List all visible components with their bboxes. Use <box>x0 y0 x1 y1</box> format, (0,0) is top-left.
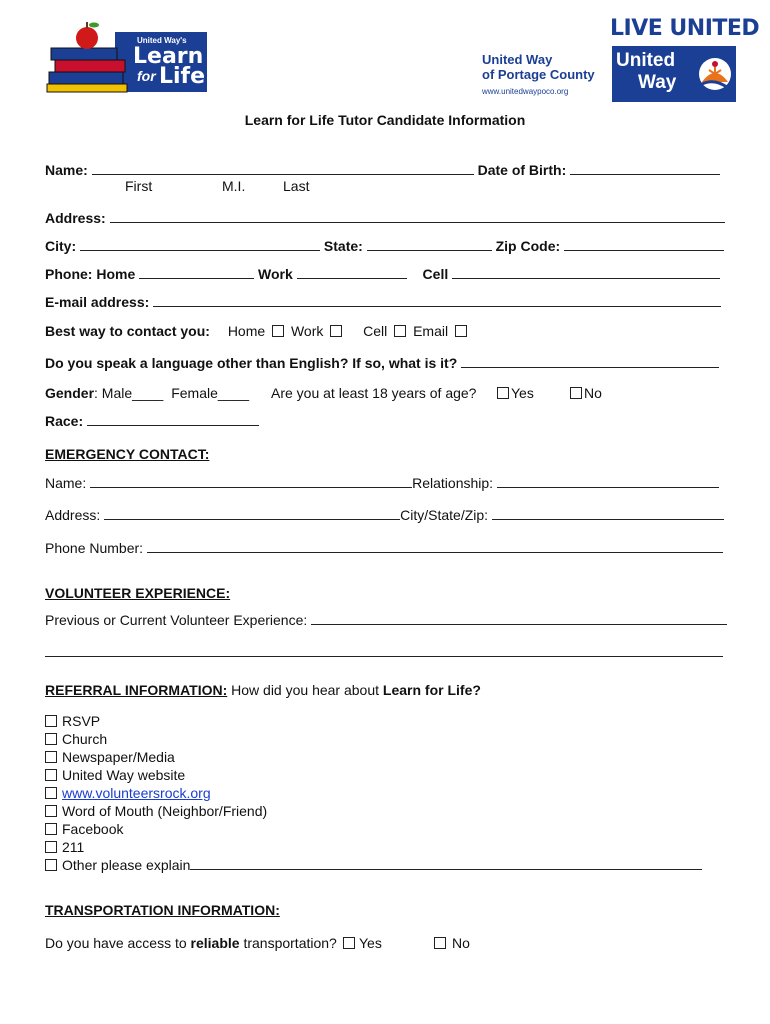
emergency-relationship-field[interactable] <box>497 475 719 488</box>
lfl-logo-learn: Learn <box>133 44 204 69</box>
state-label: State: <box>323 238 363 254</box>
race-row <box>45 413 259 429</box>
age-yes-option[interactable] <box>497 385 534 401</box>
referral-heading: REFERRAL INFORMATION: <box>45 682 228 698</box>
volunteer-field-line2[interactable] <box>45 644 723 657</box>
gender-female-option[interactable]: Female____ <box>171 385 250 401</box>
referral-option-label: Church <box>62 731 108 747</box>
lfl-logo-life: Life <box>159 64 206 89</box>
language-field[interactable] <box>461 355 719 368</box>
phone-home-label: Phone: Home <box>45 266 136 282</box>
volunteer-question: Previous or Current Volunteer Experience: <box>45 612 308 628</box>
first-sublabel: First <box>125 178 153 194</box>
referral-option-label: RSVP <box>62 713 101 729</box>
lfl-logo-for: for <box>137 68 156 84</box>
referral-option-other[interactable] <box>45 857 702 873</box>
address-field[interactable] <box>110 210 725 223</box>
contact-work-label: Work <box>290 323 324 339</box>
emergency-name-field[interactable] <box>90 475 412 488</box>
portage-line1: United Way <box>482 52 553 67</box>
zip-field[interactable] <box>564 238 724 251</box>
dob-label: Date of Birth: <box>477 162 567 178</box>
church-checkbox[interactable] <box>45 733 57 745</box>
transport-question-bold: reliable <box>190 935 240 951</box>
gender-label: Gender <box>45 385 95 401</box>
volunteer-row <box>45 612 727 628</box>
gender-male-option[interactable]: : Male____ <box>94 385 164 401</box>
united-way-portage-logo <box>482 52 595 102</box>
contact-label: Best way to contact you: <box>45 323 210 339</box>
referral-option-label: 211 <box>62 839 85 855</box>
address-label: Address: <box>45 210 106 226</box>
zip-label: Zip Code: <box>495 238 561 254</box>
referral-option-facebook[interactable] <box>45 821 123 837</box>
volunteer-heading: VOLUNTEER EXPERIENCE: <box>45 585 231 601</box>
uw-box-united: United <box>616 50 676 71</box>
city-label: City: <box>45 238 77 254</box>
emergency-heading: EMERGENCY CONTACT: <box>45 446 210 462</box>
volunteer-line2 <box>45 644 723 660</box>
transport-yes-option[interactable] <box>343 935 382 951</box>
dob-field[interactable] <box>570 162 720 175</box>
facebook-checkbox[interactable] <box>45 823 57 835</box>
page-title: Learn for Life Tutor Candidate Information <box>244 112 526 128</box>
transport-no-option[interactable] <box>434 935 470 951</box>
emergency-address-label: Address: <box>45 507 101 523</box>
city-state-zip-row <box>45 238 724 254</box>
email-label: E-mail address: <box>45 294 150 310</box>
emergency-name-row <box>45 475 719 491</box>
race-field[interactable] <box>87 413 259 426</box>
emergency-csz-label: City/State/Zip: <box>400 507 489 523</box>
emergency-name-label: Name: <box>45 475 87 491</box>
volunteersrock-link[interactable]: www.volunteersrock.org <box>62 785 211 801</box>
emergency-phone-label: Phone Number: <box>45 540 144 556</box>
live-united-text: LIVE UNITED <box>610 16 760 41</box>
portage-line2: of Portage County <box>482 67 595 82</box>
contact-cell-label: Cell <box>363 323 388 339</box>
referral-option-word-of-mouth[interactable] <box>45 803 267 819</box>
address-row <box>45 210 725 226</box>
emergency-address-row <box>45 507 724 523</box>
transport-no-checkbox[interactable] <box>434 937 446 949</box>
contact-email-checkbox[interactable] <box>455 325 467 337</box>
transport-heading: TRANSPORTATION INFORMATION: <box>45 902 280 918</box>
referral-option-label: Word of Mouth (Neighbor/Friend) <box>62 803 268 819</box>
other-checkbox[interactable] <box>45 859 57 871</box>
united-way-checkbox[interactable] <box>45 769 57 781</box>
referral-option-volunteersrock[interactable] <box>45 785 211 801</box>
contact-email-label: Email <box>413 323 449 339</box>
name-row <box>45 162 720 178</box>
phone-work-label: Work <box>258 266 293 282</box>
age-yes-label: Yes <box>511 385 534 401</box>
referral-option-united-way[interactable] <box>45 767 185 783</box>
transport-yes-label: Yes <box>359 935 382 951</box>
referral-option-newspaper[interactable] <box>45 749 175 765</box>
email-field[interactable] <box>153 294 721 307</box>
contact-home-label: Home <box>227 323 266 339</box>
referral-option-label: Other please explain <box>62 857 191 873</box>
uw-box-way: Way <box>638 72 677 93</box>
age-yes-checkbox[interactable] <box>497 387 509 399</box>
referral-option-label: United Way website <box>62 767 186 783</box>
transport-question-c: transportation? <box>243 935 337 951</box>
language-question: Do you speak a language other than English? If so, what is it? <box>45 355 458 371</box>
name-label: Name: <box>45 162 88 178</box>
name-field[interactable] <box>92 162 474 175</box>
other-explain-field[interactable] <box>190 857 702 870</box>
transport-yes-checkbox[interactable] <box>343 937 355 949</box>
newspaper-checkbox[interactable] <box>45 751 57 763</box>
volunteer-field[interactable] <box>311 612 727 625</box>
word-of-mouth-checkbox[interactable] <box>45 805 57 817</box>
age-no-option[interactable] <box>570 385 602 401</box>
email-row <box>45 294 721 310</box>
referral-option-211[interactable] <box>45 839 84 855</box>
emergency-address-field[interactable] <box>104 507 400 520</box>
referral-option-church[interactable] <box>45 731 107 747</box>
contact-pref-row <box>45 323 470 339</box>
race-label: Race: <box>45 413 84 429</box>
phone-row <box>45 266 720 282</box>
rsvp-checkbox[interactable] <box>45 715 57 727</box>
learn-for-life-logo <box>45 18 207 94</box>
last-sublabel: Last <box>283 178 310 194</box>
gender-row <box>45 385 249 401</box>
contact-work-checkbox[interactable] <box>330 325 342 337</box>
phone-home-field[interactable] <box>139 266 254 279</box>
city-field[interactable] <box>80 238 320 251</box>
transport-question-a: Do you have access to <box>45 935 187 951</box>
live-united-logo <box>610 16 760 104</box>
united-way-box <box>612 46 736 102</box>
united-way-hand-icon <box>698 54 732 94</box>
transport-row <box>45 935 337 951</box>
phone-work-field[interactable] <box>297 266 407 279</box>
state-field[interactable] <box>367 238 492 251</box>
phone-cell-field[interactable] <box>452 266 720 279</box>
emergency-csz-field[interactable] <box>492 507 724 520</box>
mi-sublabel: M.I. <box>222 178 246 194</box>
referral-question: How did you hear about <box>231 682 380 698</box>
age-no-label: No <box>584 385 602 401</box>
referral-question-bold: Learn for Life? <box>382 682 481 698</box>
referral-option-label: Facebook <box>62 821 124 837</box>
emergency-phone-row <box>45 540 723 556</box>
phone-cell-label: Cell <box>422 266 449 282</box>
portage-url: www.unitedwaypoco.org <box>482 87 569 96</box>
contact-home-checkbox[interactable] <box>272 325 284 337</box>
age-question: Are you at least 18 years of age? <box>271 385 477 401</box>
contact-cell-checkbox[interactable] <box>394 325 406 337</box>
transport-no-label: No <box>452 935 470 951</box>
referral-option-label: Newspaper/Media <box>62 749 175 765</box>
referral-option-rsvp[interactable] <box>45 713 100 729</box>
lfl-logo-small-text: United Way's <box>137 36 187 45</box>
age-no-checkbox[interactable] <box>570 387 582 399</box>
volunteersrock-checkbox[interactable] <box>45 787 57 799</box>
211-checkbox[interactable] <box>45 841 57 853</box>
emergency-phone-field[interactable] <box>147 540 723 553</box>
language-row <box>45 355 719 371</box>
referral-heading-row <box>45 682 481 698</box>
emergency-relationship-label: Relationship: <box>412 475 494 491</box>
